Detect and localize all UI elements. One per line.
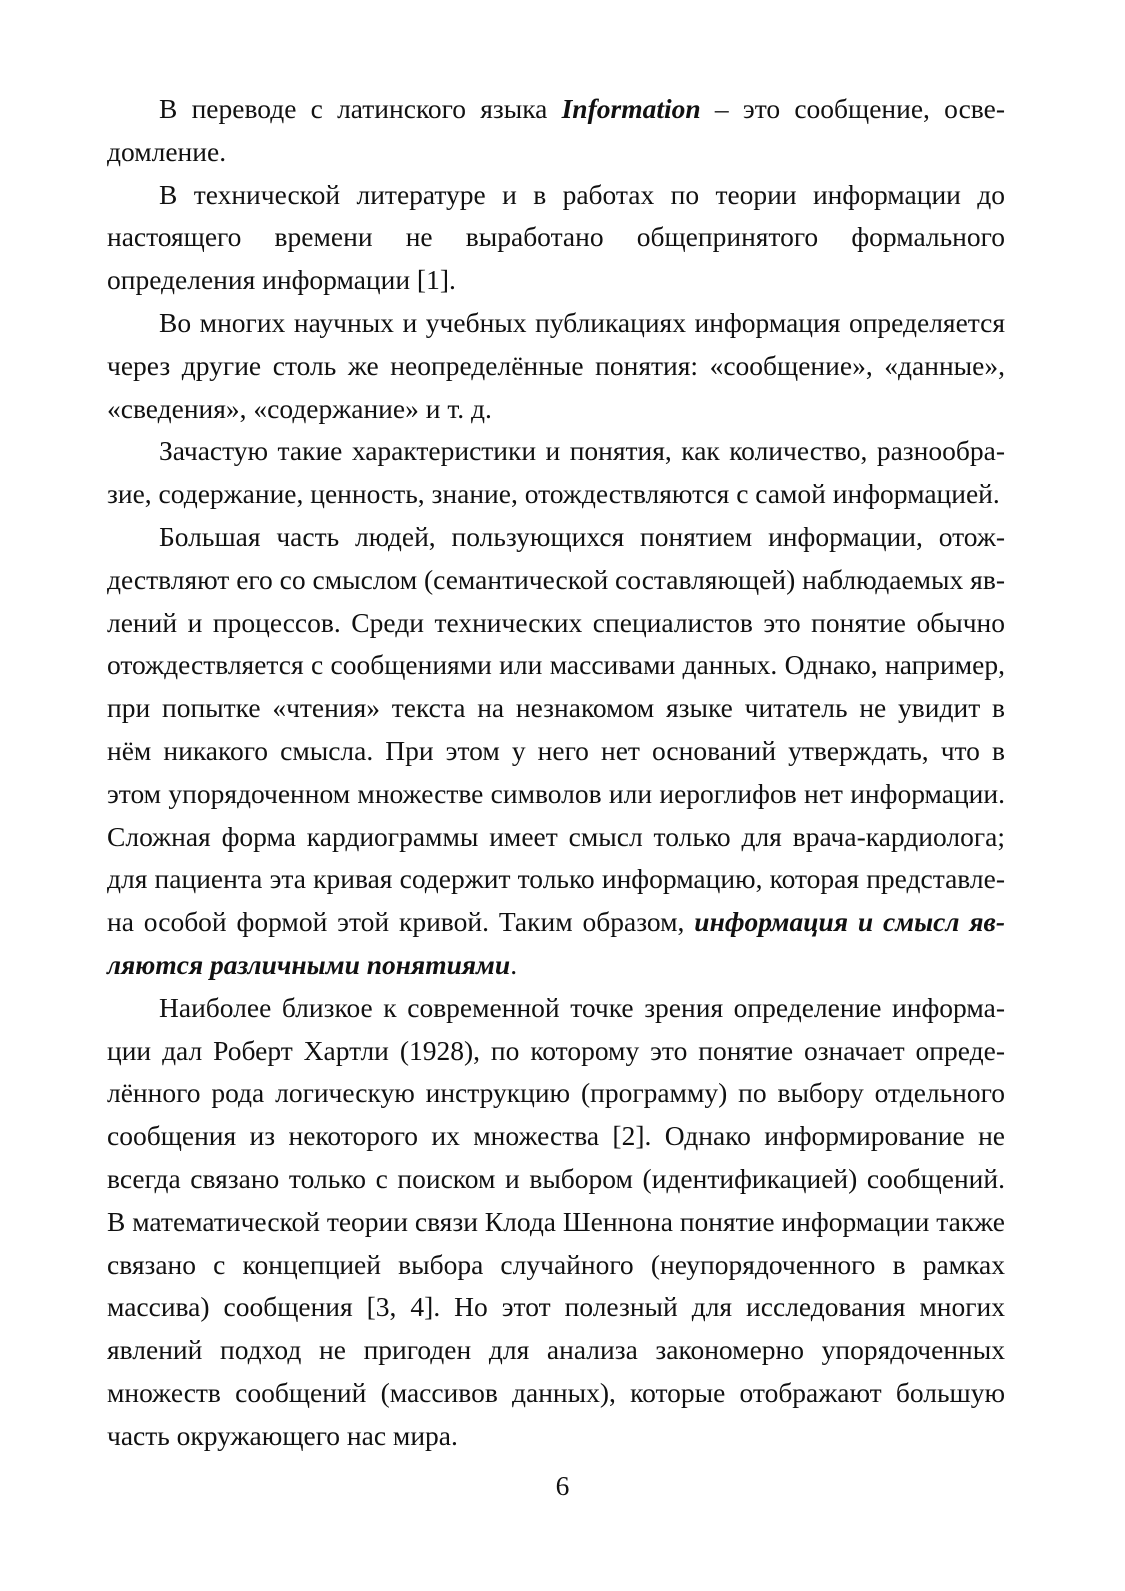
paragraph-6: Наиболее близкое к современной точке зрения определение информации дал Роберт Хартли (1928), по которому это понятие означает определённого рода логическую инструкцию (программу) по выбору отдельного сообщения из некоторого их множества [2]. Однако информирование не всегда связано только с поиском и выбором (идентификацией) сообщений. В математической теории связи Клода Шеннона понятие информации также связано с концепцией выбора случайного (неупорядоченного в рамках массива) сообщения [3, 4]. Но этот полезный для исследования многих явлений подход не пригоден для анализа закономерно упорядоченных множеств сообщений (массивов данных), которые отображают большую часть окружающего нас мира.	[107, 991, 1006, 1451]
paragraph-3: Во многих научных и учебных публикациях информация определяется через другие столь же неопределённые понятия: «сообщение», «данные», «сведения», «содержание» и т. д.	[107, 306, 1005, 424]
paragraph-5-emphasis: информация и смысл являются различными понятиями	[107, 906, 1005, 980]
paragraph-1-text-after: – это сообщение, осведомление.	[107, 93, 1005, 167]
paragraph-2: В технической литературе и в работах по теории информации до настоящего времени не выработано общепринятого формального определения информации [1].	[107, 178, 1005, 296]
paragraph-1	[107, 88, 1005, 174]
term-information: Information	[561, 93, 701, 124]
paragraph-4: Зачастую такие характеристики и понятия, как количество, разнообразие, содержание, ценность, знание, отождествляются с самой информацией.	[107, 435, 1005, 510]
paragraph-5-text-after: .	[510, 948, 518, 980]
paragraph-5-text-before: Большая часть людей, пользующихся понятием информации, отождествляют его со смыслом (семантической составляющей) наблюдаемых явлений и процессов. Среди технических специалистов это понятие обычно отождествляется с сообщениями или массивами данных. Однако, например, при попытке «чтения» текста на незнакомом языке читатель не увидит в нём никакого смысла. При этом у него нет оснований утверждать, что в этом упорядоченном множестве символов или иероглифов нет информации. Сложная форма кардиограммы имеет смысл только для врача-кардиолога; для пациента эта кривая содержит только информацию, которая представлена особой формой этой кривой. Таким образом,	[107, 520, 1005, 938]
paragraph-1-text-before: В переводе с латинского языка	[159, 93, 562, 124]
page-number: 6	[555, 1470, 570, 1501]
paragraph-5	[107, 516, 1005, 987]
body-text	[107, 88, 1005, 1458]
